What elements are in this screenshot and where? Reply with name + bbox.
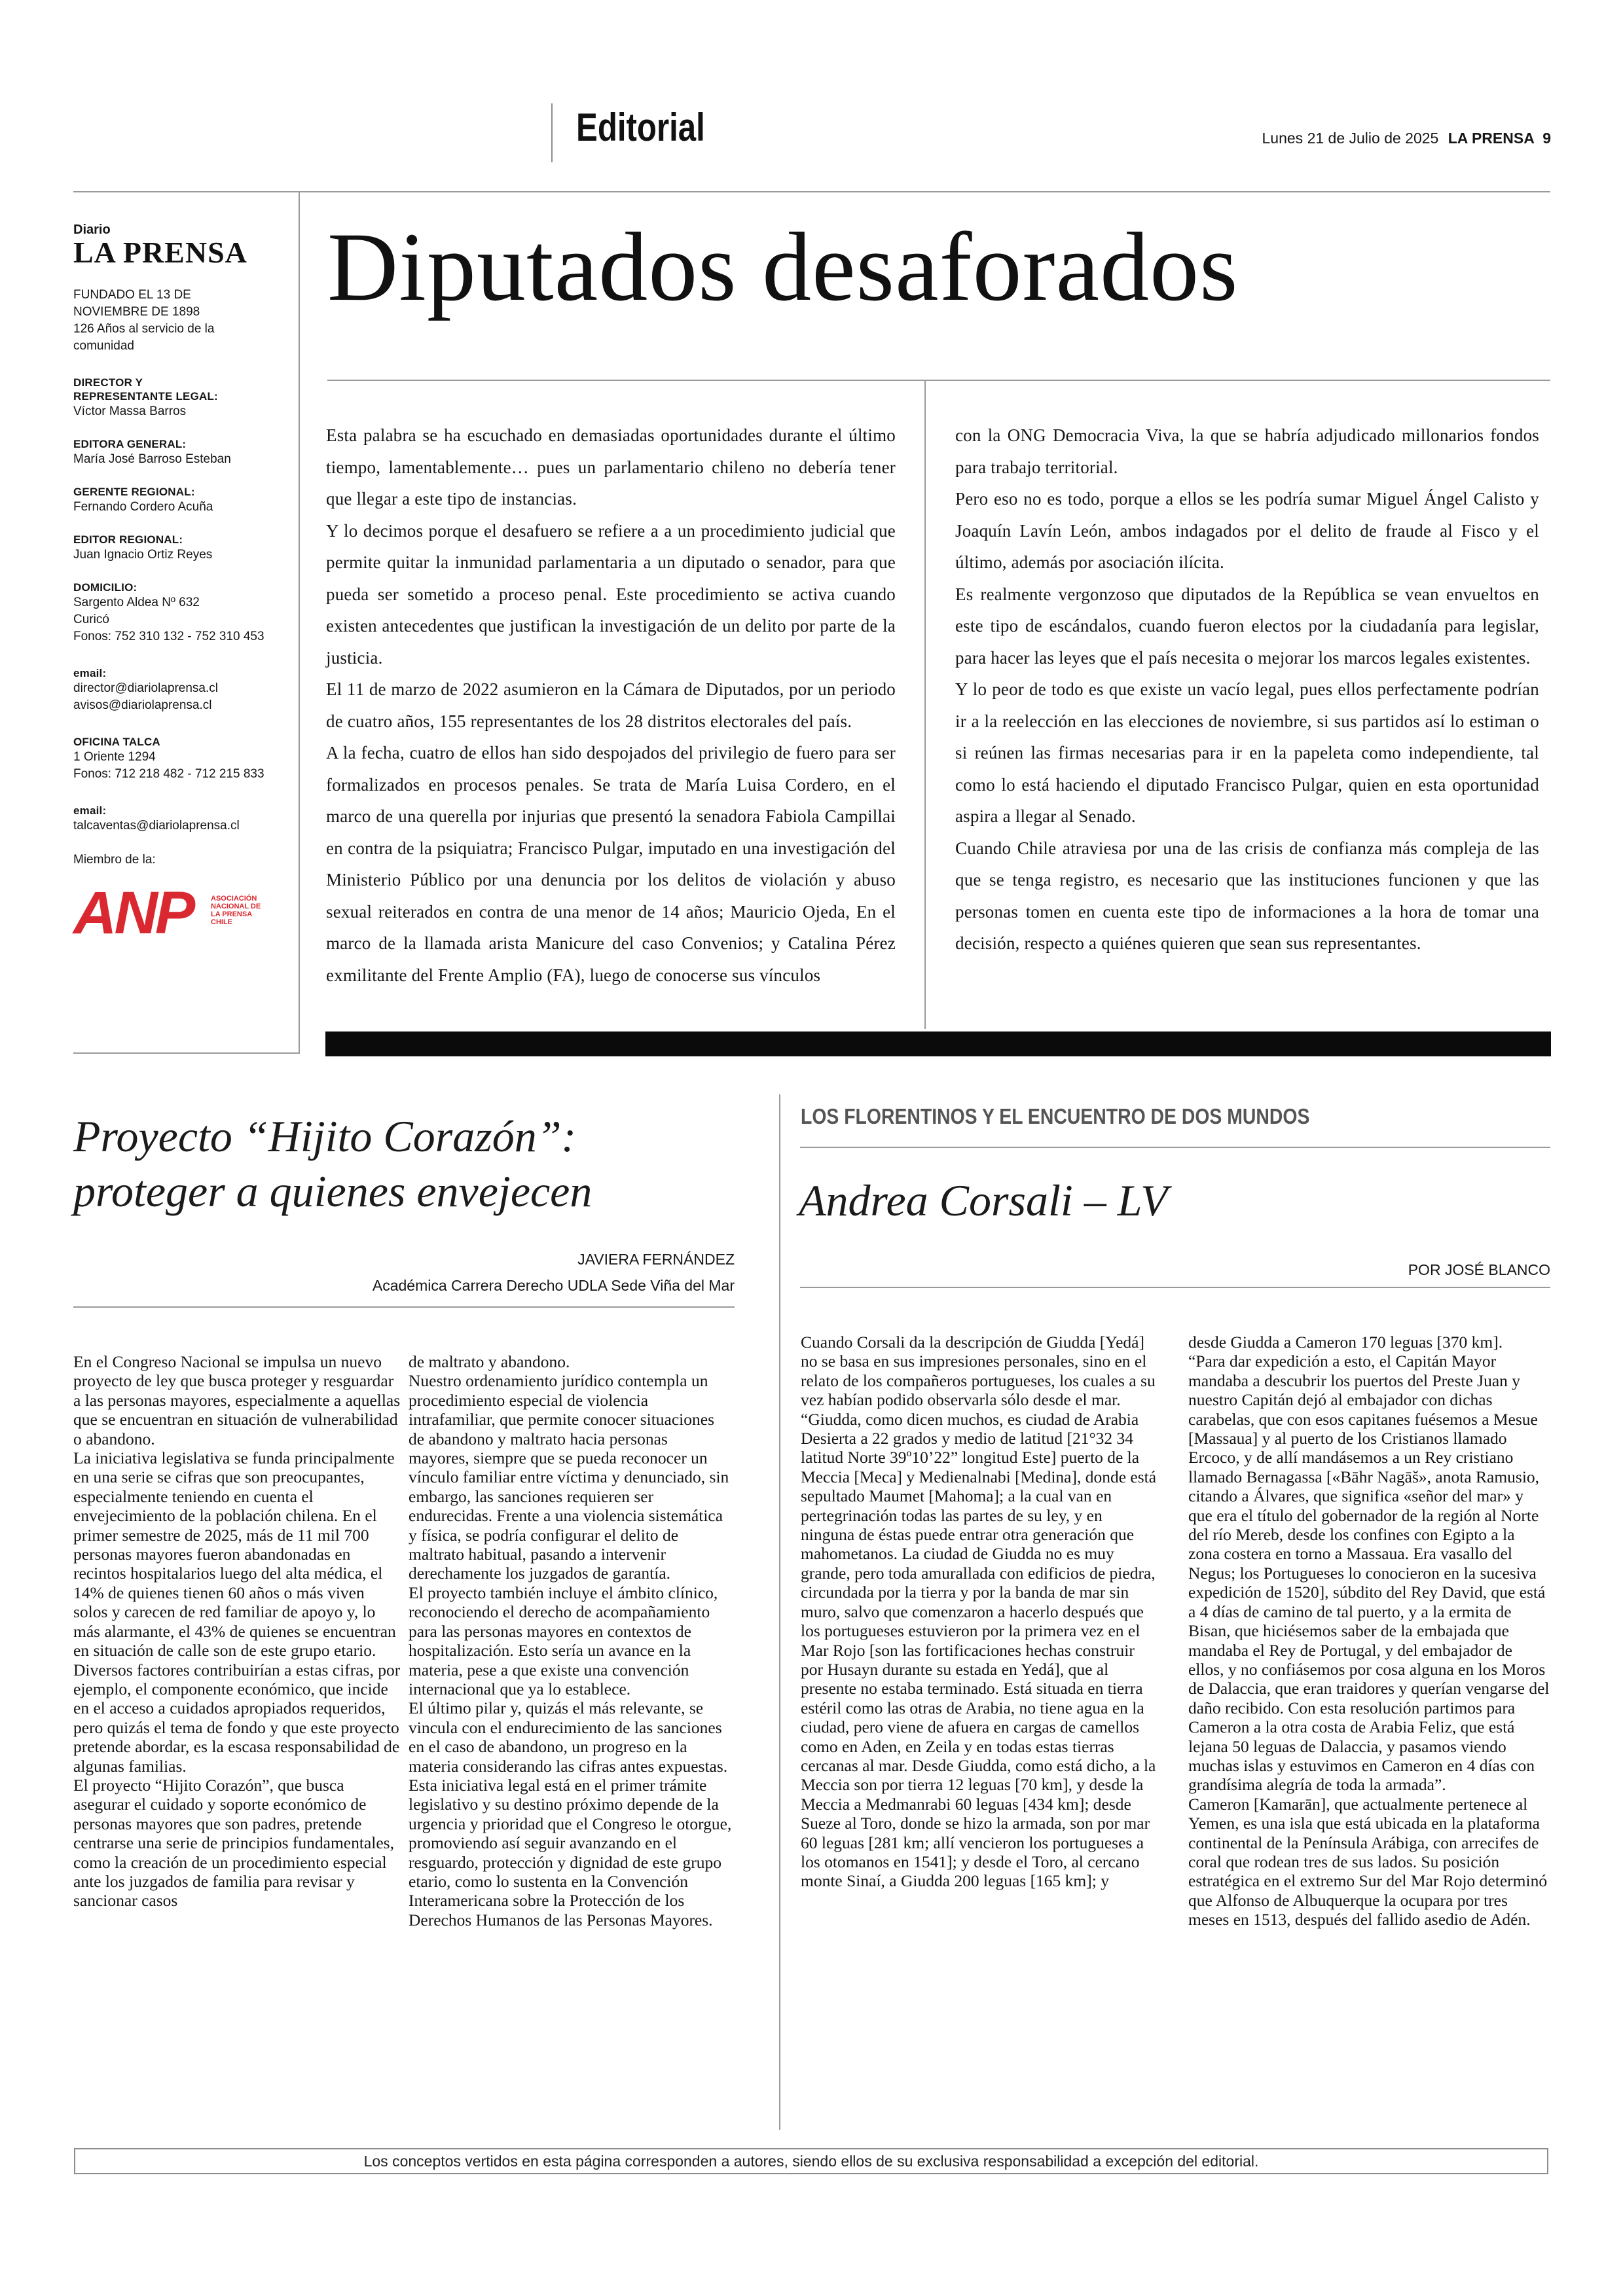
paragraph: de maltrato y abandono. bbox=[409, 1352, 570, 1371]
years-line: 126 Años al servicio de la comunidad bbox=[73, 322, 215, 353]
paragraph: Es realmente vergonzoso que diputados de la República se vean envueltos en este tipo de escándalos, cuando fueron electos por la ciudadanía para legislar, para hacer las leyes que el país necesita o mejorar los marcos legales existentes. bbox=[955, 584, 1539, 668]
column-series-label: LOS FLORENTINOS Y EL ENCUENTRO DE DOS MUNDOS bbox=[801, 1104, 1310, 1128]
staff-value: Víctor Massa Barros bbox=[73, 404, 187, 418]
paragraph: con la ONG Democracia Viva, la que se habría adjudicado millonarios fondos para trabajo territorial. bbox=[955, 425, 1539, 477]
footer-disclaimer-box bbox=[74, 2148, 1548, 2174]
staff-value: María José Barroso Esteban bbox=[73, 452, 231, 466]
masthead-divider bbox=[299, 192, 300, 1054]
paragraph: Cuando Corsali da la descripción de Giudda [Yedá] no se basa en sus impresiones personales, sino en el relato de los compañeros portugueses, los cuales a su vez habían podido observarla sólo desde el mar. bbox=[801, 1333, 1156, 1410]
founded-line: FUNDADO EL 13 DE NOVIEMBRE DE 1898 bbox=[73, 288, 200, 319]
paragraph: Esta iniciativa legal está en el primer trámite legislativo y su destino próximo depende de la urgencia y prioridad que el Congreso le otorgue, promoviendo así seguir avanzando en el resguardo, protección y dignidad de este grupo etario, como lo sustenta en la Convención Interamericana sobre la Protección de los Derechos Humanos de las Personas Mayores. bbox=[409, 1775, 732, 1929]
staff-label: DOMICILIO: bbox=[73, 581, 137, 594]
editorial-headline: Diputados desaforados bbox=[327, 213, 1239, 321]
masthead-kicker: Diario bbox=[73, 223, 111, 237]
column-byline-rule bbox=[800, 1287, 1550, 1288]
page-number: 9 bbox=[1542, 130, 1551, 147]
issue-date: Lunes 21 de Julio de 2025 bbox=[1262, 130, 1439, 147]
staff-label: email: bbox=[73, 667, 107, 679]
header-divider bbox=[551, 103, 553, 162]
email-link[interactable]: director@diariolaprensa.cl avisos@diariolaprensa.cl bbox=[73, 681, 218, 712]
paper-name: LA PRENSA bbox=[1448, 130, 1535, 147]
staff-value: 1 Oriente 1294 Fonos: 712 218 482 - 712 215 833 bbox=[73, 750, 264, 781]
editorial-column-1 bbox=[326, 420, 896, 991]
editorial-column-rule bbox=[924, 381, 926, 1029]
paragraph: Y lo peor de todo es que existe un vacío legal, pues ellos perfectamente podrían ir a la reelección en las elecciones de noviembre, si sus partidos así lo estiman o si reúnen las firmas necesarias para ir en la papeleta como independiente, tal como lo está haciendo el diputado Francisco Pulgar, quien en esta oportunidad aspira a llegar al Senado. bbox=[955, 679, 1539, 826]
staff-domicilio bbox=[73, 581, 283, 645]
opinion-headline: Proyecto “Hijito Corazón”: proteger a quienes envejecen bbox=[73, 1111, 593, 1216]
opinion-author: JAVIERA FERNÁNDEZ bbox=[577, 1251, 735, 1268]
column-headline: Andrea Corsali – LV bbox=[799, 1175, 1168, 1225]
staff-value: Sargento Aldea Nº 632 Curicó Fonos: 752 310 132 - 752 310 453 bbox=[73, 596, 264, 643]
masthead-logo: LA PRENSA bbox=[73, 236, 247, 269]
paragraph: La iniciativa legislativa se funda principalmente en una serie se cifras que son preocupantes, especialmente teniendo en cuenta el envejecimiento de la población chilena. En el primer semestre de 2025, más de 11 mil 700 personas mayores fueron abandonadas en recintos hospitalarios luego del alta médica, el 14% de quienes tienen 60 años o más viven solos y carecen de red familiar de apoyo y, lo más alarmante, el 43% de quienes se encuentran en situación de calle son de este grupo etario. bbox=[73, 1448, 396, 1660]
staff-value: Juan Ignacio Ortiz Reyes bbox=[73, 548, 213, 562]
email-link[interactable]: talcaventas@diariolaprensa.cl bbox=[73, 819, 240, 833]
staff-gerente bbox=[73, 485, 283, 516]
paragraph: A la fecha, cuatro de ellos han sido despojados del privilegio de fuero para ser formalizados en procesos penales. Se trata de María Luisa Cordero, en el marco de una querella por injurias que presentó la senadora Fabiola Campillai en contra de la psiquiatra; Francisco Pulgar, imputado en una investigación del Ministerio Público por una denuncia por los delitos de violación y abuso sexual reiterados en contra de una menor de 14 años; Mauricio Ojeda, En el marco de la llamada arista Manicure del caso Convenios; y Catalina Pérez exmilitante del Frente Amplio (FA), luego de conocerse sus vínculos bbox=[326, 743, 896, 985]
opinion-affiliation: Académica Carrera Derecho UDLA Sede Viña del Mar bbox=[372, 1277, 735, 1294]
paragraph: El proyecto también incluye el ámbito clínico, reconociendo el derecho de acompañamiento para las personas mayores en contextos de hospitalización. Esto sería un avance en la materia, pese a que existe una convención internacional que ya lo establece. bbox=[409, 1583, 718, 1698]
anp-logo-caption: ASOCIACIÓN NACIONAL DE LA PRENSA CHILE bbox=[211, 895, 261, 926]
paragraph: El proyecto “Hijito Corazón”, que busca asegurar el cuidado y soporte económico de personas mayores que son padres, pretende centrarse una serie de principios fundamentales, como la creación de un procedimiento especial ante los juzgados de familia para revisar y sancionar casos bbox=[73, 1775, 394, 1910]
staff-talca-email bbox=[73, 804, 283, 834]
staff-label: EDITORA GENERAL: bbox=[73, 438, 187, 450]
staff-label: EDITOR REGIONAL: bbox=[73, 533, 183, 546]
editorial-bottom-bar bbox=[325, 1031, 1551, 1056]
staff-editora bbox=[73, 437, 283, 468]
paragraph: “Para dar expedición a esto, el Capitán Mayor mandaba a descubrir los puertos del Preste Juan y nuestro Capitán dejó al embajador con dichas carabelas, que con esos capitanes fuésemos a Mesue [Massaua] y al puerto de los Cristianos llamado Ercoco, y de allí mandásemos a un Rey cristiano llamado Bernagassa [«Bāhr Nagāš», anota Ramusio, citando a Álvares, que significa «señor del mar» y que era el título del gobernador de la región al Norte del río Mereb, desde los confines con Egipto a la zona costera en torno a Massaua. Era vasallo del Negus; los Portugueses lo conocieron en la sucesiva expedición de 1520], súbdito del Rey David, que está a 4 días de camino de tal puerto, y a la ermita de Bisan, que hiciésemos saber de la embajada que mandaba el Rey de Portugal, y del embajador de ellos, y no confiásemos por cosa alguna en los Moros de Dalaccia, que eran traidores y querían vengarse del daño recibido. Con esta resolución partimos para Cameron a la otra costa de Arabia Feliz, que está lejana 50 leguas de Dalaccia, y pasamos viendo muchas islas y estuvimos en Cameron en 4 días con grandísima alegría de toda la armada”. bbox=[1188, 1352, 1550, 1795]
paragraph: Esta palabra se ha escuchado en demasiadas oportunidades durante el último tiempo, lamentablemente… pues un parlamentario chileno no debería tener que llegar a este tipo de instancias. bbox=[326, 425, 896, 509]
paragraph: Pero eso no es todo, porque a ellos se les podría sumar Miguel Ángel Calisto y Joaquín Lavín León, ambos indagados por el delito de fraude al Fisco y el último, además por asociación ilícita. bbox=[955, 489, 1539, 572]
header-dateline bbox=[1262, 128, 1551, 148]
staff-label: OFICINA TALCA bbox=[73, 736, 160, 748]
staff-editor bbox=[73, 533, 283, 564]
column-divider bbox=[779, 1094, 780, 2130]
paragraph: desde Giudda a Cameron 170 leguas [370 km]. bbox=[1188, 1333, 1503, 1352]
paragraph: El 11 de marzo de 2022 asumieron en la Cámara de Diputados, por un periodo de cuatro años, 155 representantes de los 28 distritos electorales del país. bbox=[326, 679, 896, 731]
masthead-bottom-rule bbox=[73, 1052, 300, 1054]
staff-email bbox=[73, 666, 283, 714]
header-rule bbox=[73, 191, 1550, 192]
staff-label: DIRECTOR Y REPRESENTANTE LEGAL: bbox=[73, 376, 218, 403]
editorial-title-rule bbox=[327, 380, 1550, 381]
opinion-column-1 bbox=[73, 1352, 401, 1910]
paragraph: Cameron [Kamarān], que actualmente pertenece al Yemen, es una isla que está ubicada en la plataforma continental de la Península Arábiga, con arrecifes de coral que rodean tres de sus lados. Su posición estratégica en el extremo Sur del Mar Rojo determinó que Alfonso de Albuquerque la ocupara por tres meses en 1513, después del fallido asedio de Adén. bbox=[1188, 1794, 1548, 1929]
section-label: Editorial bbox=[576, 105, 705, 149]
staff-label: email: bbox=[73, 804, 107, 817]
paragraph: Diversos factores contribuirían a estas cifras, por ejemplo, el componente económico, que incide en el acceso a cuidados apropiados requeridos, pero quizás el tema de fondo y que este proyecto pretende abordar, es la escasa responsabilidad de algunas familias. bbox=[73, 1660, 401, 1776]
paragraph: En el Congreso Nacional se impulsa un nuevo proyecto de ley que busca proteger y resguardar a las personas mayores, especialmente a aquellas que se encuentran en situación de vulnerabilidad o abandono. bbox=[73, 1352, 401, 1448]
paragraph: Y lo decimos porque el desafuero se refiere a a un procedimiento judicial que permite quitar la inmunidad parlamentaria a un diputado o senador, para que pueda ser sometido a proceso penal. Este procedimiento se activa cuando existen antecedentes que justifican la investigación de un delito por parte de la justicia. bbox=[326, 520, 896, 668]
column-column-1 bbox=[801, 1333, 1158, 1891]
editorial-column-2 bbox=[955, 420, 1539, 960]
staff-talca bbox=[73, 735, 283, 783]
opinion-column-2 bbox=[409, 1352, 732, 1929]
staff-label: GERENTE REGIONAL: bbox=[73, 486, 195, 498]
column-column-2 bbox=[1188, 1333, 1550, 1929]
column-byline: POR JOSÉ BLANCO bbox=[1408, 1261, 1550, 1278]
anp-logo-letters: ANP bbox=[73, 880, 193, 946]
paragraph: El último pilar y, quizás el más relevante, se vincula con el endurecimiento de las sanciones en el caso de abandono, un progreso en la materia considerando las cifras antes expuestas. bbox=[409, 1698, 728, 1776]
staff-director bbox=[73, 376, 283, 420]
opinion-rule bbox=[73, 1306, 735, 1308]
anp-logo bbox=[73, 880, 289, 946]
paragraph: “Giudda, como dicen muchos, es ciudad de Arabia Desierta a 22 grados y medio de latitud [21°32 34 latitud Norte 39º10’22” longitud Este] puerto de la Meccia [Meca] y Medienalnabi [Medina], donde está sepultado Maumet [Mahoma]; a la cual van en pertegrinación todas las partes de su ley, y en ninguna de éstas puede entrar otra generación que mahometanos. La ciudad de Giudda no es muy grande, pero toda amurallada con edificios de piedra, circundada por la tierra y por la banda de mar sin muro, salvo que comenzaron a hacerlo después que los portugueses estuvieron por la primera vez en el Mar Rojo [son las fortificaciones hechas construir por Husayn durante su estada en Yedá], que al presente no estaba terminado. Está situada en tierra estéril como las otras de Arabia, no tiene agua en la ciudad, pero viene de afuera en cargas de camellos como en Aden, en Zeila y en todas estas tierras cercanas al mar. Desde Giudda, como está dicho, a la Meccia son por tierra 12 leguas [70 km], y desde la Meccia a Medmanrabi 60 leguas [434 km]; desde Sueze al Toro, donde se hizo la armada, son por mar 60 leguas [281 km; allí vencieron los portugueses a los otomanos en 1541]; y desde el Toro, al cercano monte Sinaí, a Giudda 200 leguas [165 km]; y bbox=[801, 1409, 1157, 1891]
paragraph: Cuando Chile atraviesa por una de las crisis de confianza más compleja de las que se tenga registro, es necesario que las instituciones funcionen y que las personas tomen en cuenta este tipo de informaciones a la hora de tomar una decisión, respecto a quiénes quieren que sean sus representantes. bbox=[955, 838, 1539, 953]
paragraph: Nuestro ordenamiento jurídico contempla un procedimiento especial de violencia intrafamiliar, que permite conocer situaciones de abandono y maltrato hacia personas mayores, siempre que se pueda reconocer un vínculo familiar entre víctima y denunciado, sin embargo, las sanciones requieren ser endurecidas. Frente a una violencia sistemática y física, se podría configurar el delito de maltrato habitual, pasando a intervenir derechamente los juzgados de garantía. bbox=[409, 1371, 729, 1583]
column-series-rule bbox=[800, 1147, 1550, 1148]
footer-disclaimer: Los conceptos vertidos en esta página corresponden a autores, siendo ellos de su exclusiva responsabilidad a excepción del editorial. bbox=[363, 2153, 1259, 2170]
member-label: Miembro de la: bbox=[73, 853, 156, 867]
staff-value: Fernando Cordero Acuña bbox=[73, 500, 213, 514]
masthead bbox=[73, 223, 283, 944]
